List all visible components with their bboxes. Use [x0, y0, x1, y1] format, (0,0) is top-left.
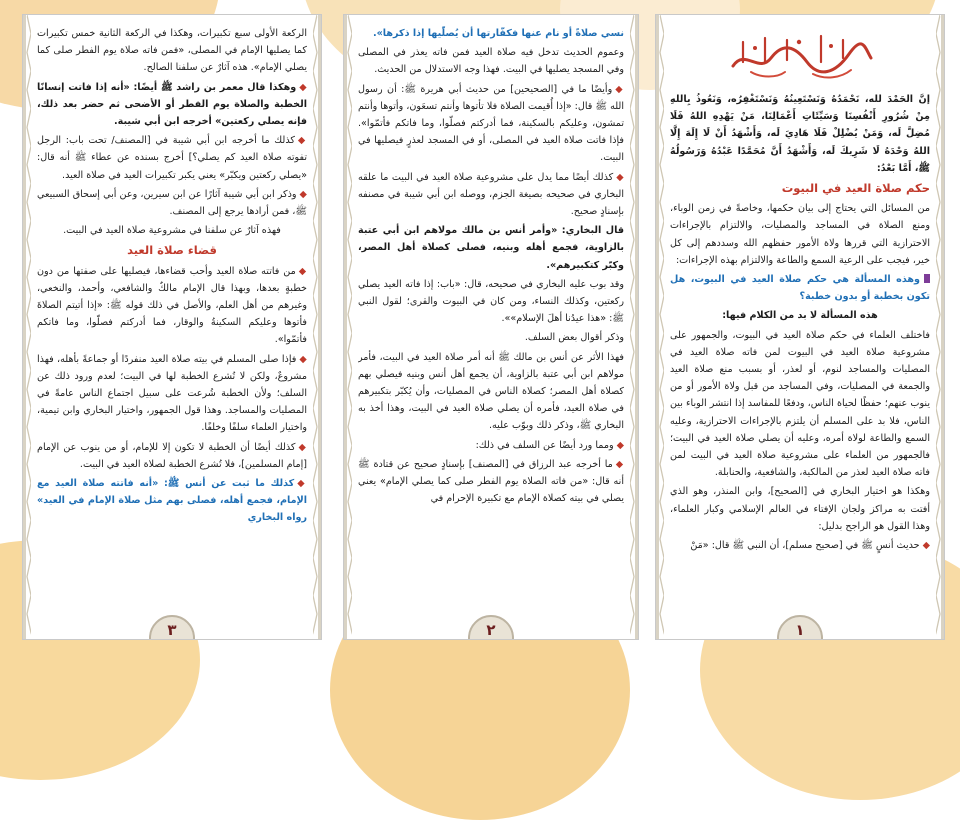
bullet-icon: ◆: [299, 188, 307, 200]
paragraph: إنَّ الحَمْدَ لله، نَحْمَدُهُ وَنَسْتَعِينُهُ وَنَسْتَغْفِرُه، وَنَعُوذُ بِاللهِ مِنْ شُرُورِ أَنْفُسِنَا وَسَيِّئَاتِ أَعْمَالِنَا، مَنْ يَهْدِهِ اللهُ فَلَا مُضِلَّ لَه، وَمَنْ يُضْلِلْ فَلَا هَادِيَ لَه، وَأَشْهَدُ أَنْ لَا إِلَهَ إِلَّا اللهُ وَحْدَهُ لَا شَرِيكَ لَه، وَأَشْهَدُ أَنَّ مُحَمَّدًا عَبْدُهُ وَرَسُولُهُ ﷺ، أَمَّا بَعْدُ:: [670, 94, 930, 174]
paragraph: ◆كذلك أيضًا مما يدل على مشروعية صلاة العيد في البيت ما علقه البخاري في صحيحه بصيغة الجزم، ووصله ابن أبي شيبة في مصنفه بإسنادٍ صحيح.: [358, 171, 624, 218]
ornament-border: [936, 15, 944, 639]
paragraph: وعموم الحديث تدخل فيه صلاة العيد فمن فاته يعذر في المصلى وفي المسجد يصليها في البيت. فهذا وجه الاستدلال من الحديث.: [358, 47, 624, 76]
paragraph: هذه المسألة لا بد من الكلام فيها:: [722, 310, 878, 322]
paragraph: ◆من فاتته صلاة العيد وأحب قضاءها، فيصليها على صفتها من دون خطبةٍ بعدها، وبهذا قال الإمام مالكٌ والشافعي، وأحمد، والنخعي، وغيرهم من أهل العلم، والأصل في ذلك قوله ﷺ: «إذا أتيتم الصلاةَ فأتوها وعليكم السكينةُ والوقار، فما أدركتم فصلّوا، وما فاتكم فأتمّوا».: [37, 265, 307, 346]
bullet-icon: ◆: [616, 171, 624, 183]
paragraph: ◆ما أخرجه عبد الرزاق في [المصنف] بإسنادٍ صحيح عن قتادة ﷺ أنه قال: «من فاته الصلاة يوم الفطر صلى كما يصلي الإمام» يعني يصلي في بيته كصلاة الإمام مع تكبيرة الإحرام في: [358, 458, 624, 505]
paragraph: ◆حديث أنسٍ ﷺ في [صحيح مسلم]، أن النبي ﷺ قال: «مَنْ: [690, 540, 930, 552]
paragraph: ◆ومما ورد أيضًا عن السلف في ذلك:: [475, 439, 624, 451]
page-text: [358, 25, 624, 599]
ornament-border: [23, 15, 31, 639]
basmala-calligraphy: [670, 25, 930, 87]
bullet-icon: ◆: [616, 439, 624, 451]
page-3: [22, 14, 322, 640]
ornament-border: [344, 15, 352, 639]
ornament-border: [656, 15, 664, 639]
page-text: [670, 25, 930, 599]
paragraph: وقد بوب عليه البخاري في صحيحه، قال: «باب: إذا فاته العيد يصلي ركعتين، وكذلك النساء، ومن كان في البيوت والقرى؛ لقول النبي ﷺ: «هذا عيدُنا أهلَ الإسلام»».: [358, 278, 624, 325]
paragraph: فهذا الأثر عن أنس بن مالك ﷺ أنه أمر صلاة العيد في البيت، فأمر مولاهم ابن أبي عتبة بالزاوية، أن يجمع أهل أنس وبنيه فيصلي بهم كصلاة أهل المصر؛ كصلاة الناس في المصليات، وأن يُكبّر بتكبيرهم في صلاة العيد، فأمره أن يصلي صلاة العيد في البيت، وهذا أخذ به البخاري ﷺ، وذكر ذلك وبوّب عليه.: [358, 351, 624, 432]
page-number: ٣: [149, 615, 195, 640]
paragraph: الركعة الأولى سبع تكبيرات، وهكذا في الركعة الثانية خمس تكبيرات كما يصليها الإمام في المصلى، «فمن فاته صلاة يوم الفطر صلى كما يصلي الإمام». هذه آثارٌ عن سلفنا الصالح.: [37, 28, 307, 74]
paragraph: ◆وأيضًا ما في [الصحيحين] من حديث أبي هريرة ﷺ: أن رسول الله ﷺ قال: «إذا أُقيمت الصلاة فلا تأتوها وأنتم تسعَون، وأتوها وأنتم تمشون، وعليكم بالسكينة، فما أدركتم فصلّوا، وما فاتكم فأتمّوا». فإذا فاتت صلاة العيد في المصلى، أو في المسجد لعذرٍ فيصليها في البيت.: [358, 83, 624, 164]
paragraph: نسي صلاةً أو نام عنها فكفّارتها أن يُصلّيها إذا ذكرها».: [372, 28, 624, 39]
page-2: [343, 14, 639, 640]
paragraph: قال البخاري: «وأمر أنس بن مالك مولاهم ابن أبي عتبة بالزاوية، فجمع أهله وبنيه، فصلى كصلاة أهل المصر، وكبّر كتكبيرهم».: [358, 225, 624, 271]
bullet-icon: ◆: [922, 540, 930, 552]
paragraph: وذكر أقوال بعض السلف.: [524, 332, 624, 344]
bullet-icon: ◆: [297, 135, 307, 147]
page-text: [37, 25, 307, 599]
bullet-icon: ◆: [298, 265, 307, 277]
paragraph: ◆وهكذا قال معمر بن راشد ﷺ أيضًا: «أنه إذا فاتت إنسانًا الخطبة والصلاة يوم الفطر أو الأضحى ثم حضر بعد ذلك، فإنه يصلي ركعتين» أخرجه ابن أبي شيبة.: [37, 81, 307, 128]
ornament-border: [630, 15, 638, 639]
bullet-icon: ◆: [299, 353, 307, 365]
bullet-icon: ◆: [298, 441, 307, 453]
bullet-icon: ◆: [615, 458, 624, 470]
section-heading: قضاء صلاة العيد: [127, 243, 217, 258]
paragraph: ◆كذلك ما أخرجه ابن أبي شيبة في [المصنف/ تحت باب: الرجل تفوته صلاة العيد كم يصلي؟] أخرج بسنده عن عطاء ﷺ أنه قال: «يصلي ركعتين ويكبّر» يعني يكبر تكبيرات العيد في صلاة العيد.: [37, 135, 307, 181]
paragraph: ◆كذلك ما ثبت عن أنس ﷺ: «أنه فاتته صلاة العيد مع الإمام، فجمع أهله، فصلى بهم مثل صلاة الإمام في العيد» رواه البخاري: [37, 478, 307, 524]
paragraph: ◆كذلك أيضًا أن الخطبة لا تكون إلا للإمام، أو من ينوب عن الإمام [إمام المسلمين]، فلا تُشرع الخطبة لصلاة العيد في البيت.: [37, 441, 307, 470]
paragraph: ◆وذكر ابن أبي شيبة آثارًا عن ابن سيرين، وعن أبي إسحاق السبيعي ﷺ، فمن أرادها يرجع إلى المصنف.: [37, 188, 307, 218]
paragraph: وهذه المسألة هي حكم صلاة العيد في البيوت، هل تكون بخطبة أو بدون خطبة؟: [670, 274, 930, 303]
section-heading: حكم صلاة العيد في البيوت: [781, 181, 930, 196]
bullet-icon: ◆: [299, 81, 307, 93]
page-number: ٢: [468, 615, 514, 640]
paragraph: ◆فإذا صلى المسلم في بيته صلاة العيد منفردًا أو جماعةً بأهله، فهذا مشروعٌ، ولكن لا تُشرع الخطبة لها في البيت؛ لعدم ورود ذلك عن السلف؛ ولأن الخطبة شُرعت على سبيل اجتماع الناس عامةً في المصليات والمساجد. وهذا قول الجمهور، واختيار البخاري وابن تيمية، واختيار العلماء سلفًا وخلفًا.: [37, 353, 307, 434]
page-1: [655, 14, 945, 640]
paragraph: وهكذا هو اختيار البخاري في [الصحيح]، وابن المنذر، وهو الذي أفتت به مراكز ولجان الإفتاء في العالم الإسلامي وكبار العلماء، وهذا القول هو الراجح بدليل:: [670, 486, 930, 532]
page-number: ١: [777, 615, 823, 640]
basmala-ornament: [725, 28, 875, 84]
paragraph: فهذه آثارٌ عن سلفنا في مشروعية صلاة العيد في البيت.: [63, 225, 281, 237]
square-bullet-icon: [924, 274, 930, 283]
bullet-icon: ◆: [297, 478, 307, 490]
bullet-icon: ◆: [615, 83, 624, 95]
paragraph: من المسائل التي يحتاج إلى بيان حكمها، وخاصةً في زمن الوباء، ومنع الصلاة في المساجد والمصليات، والالتزام بالإجراءات الاحترازية التي قررها ولاة الأمور حفظهم الله وسددهم إلى كل خير، فيجب على الرعية السمع والطاعة والالتزام بهذه الإجراءات:: [670, 203, 930, 266]
paragraph: فاختلف العلماء في حكم صلاة العيد في البيوت، والجمهور على مشروعية صلاة العيد في البيوت لمن فاته صلاة العيد في المصليات والمساجد لنوم، أو لعذر، أو بسبب منع صلاة العيد والجمعة في المصليات، وفي المساجد من قبل ولاة الأمور أو من ينوب عنهم؛ حفظًا لحياة الناس، ودفعًا للمفاسد إذا انتشر الوباء بين الناس، فلا بد على المسلم أن يلتزم بالإجراءات الاحترازية، وعليه السمع والطاعة لولاة أمره، وعليه أن يصلي صلاة العيد في البيت؛ فالجمهور من العلماء على مشروعية صلاة العيد في البيت لمن فاته صلاة العيد لعذر من المالكية، والشافعية، والحنابلة.: [670, 329, 930, 479]
ornament-border: [313, 15, 321, 639]
